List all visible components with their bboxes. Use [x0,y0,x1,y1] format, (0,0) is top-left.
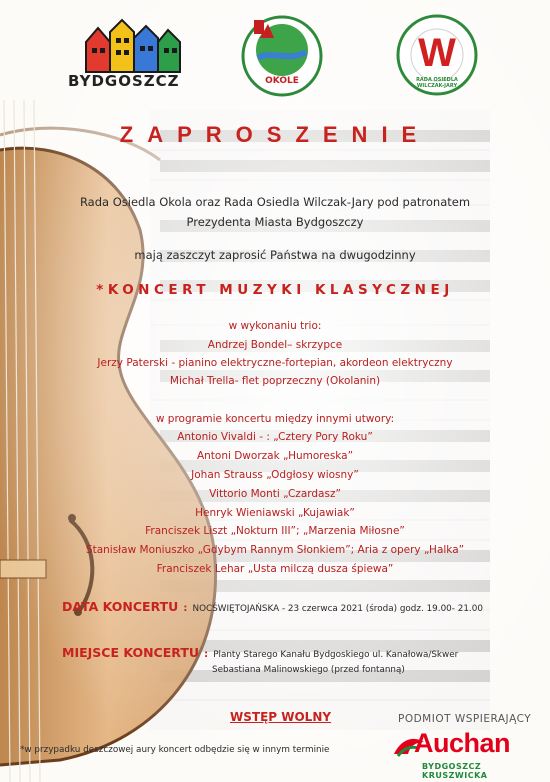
program-piece: Stanisław Moniuszko „Gdybym Rannym Słonkiem”; Aria z opery „Halka” [85,544,465,556]
program-piece: Antonio Vivaldi - : „Cztery Pory Roku” [177,431,373,443]
auchan-logo [392,728,542,778]
program-piece: Henryk Wieniawski „Kujawiak” [195,507,355,519]
program-piece: Vittorio Monti „Czardasz” [209,488,341,500]
houses-icon [62,16,190,76]
date-row [62,596,532,615]
concert-heading: *KONCERT MUZYKI KLASYCZNEJ [96,282,454,298]
invitation-line: mają zaszczyt zaprosić Państwa na dwugodzinny [134,248,416,262]
trio-member: Michał Trella- flet poprzeczny (Okolanin) [169,375,381,387]
patron-line: Prezydenta Miasta Bydgoszczy [186,215,364,229]
wilczak-logo-ring-text: RADA OSIEDLA WILCZAK-JARY [416,77,458,89]
sponsor-label: PODMIOT WSPIERAJĄCY [398,713,532,725]
trio-intro: w wykonaniu trio: [228,320,322,332]
wilczak-logo-letter: W [418,31,456,75]
place-separator: : [204,649,209,660]
auchan-logo-text: Auchan [414,728,511,758]
free-entry: WSTĘP WOLNY [230,710,332,724]
place-row [62,642,532,661]
page-title: ZAPROSZENIE [119,122,431,147]
trio-member: Jerzy Paterski - pianino elektryczne-fortepian, akordeon elektryczny [97,357,453,369]
place-line-1: Planty Starego Kanału Bydgoskiego ul. Kanałowa/Skwer [213,650,459,660]
rain-note: *w przypadku deszczowej aury koncert odbędzie się w innym terminie [20,745,330,755]
place-line-2: Sebastiana Malinowskiego (przed fontanną) [212,665,405,675]
organizers-line: Rada Osiedla Okola oraz Rada Osiedla Wilczak-Jary pod patronatem [79,195,471,209]
okole-logo [240,14,324,98]
date-label: DATA KONCERTU [62,599,179,614]
auchan-store-text: BYDGOSZCZ KRUSZWICKA [422,762,488,780]
program-piece: Franciszek Liszt „Nokturn III”; „Marzenia Miłosne” [145,525,405,537]
okole-logo-text: OKOLE [265,76,299,86]
program-intro: w programie koncertu między innymi utwory: [155,413,395,425]
program-piece: Johan Strauss „Odgłosy wiosny” [191,469,359,481]
program-piece: Antoni Dworzak „Humoreska” [196,450,354,462]
date-value: NOCŚWIĘTOJAŃSKA - 23 czerwca 2021 (środa) godz. 19.00- 21.00 [192,604,483,614]
program-piece: Franciszek Lehar „Usta milczą dusza śpiewa” [156,563,394,575]
wilczak-jary-logo [396,14,478,96]
date-separator: : [183,603,188,614]
trio-member: Andrzej Bondel– skrzypce [207,339,343,351]
place-label: MIEJSCE KONCERTU [62,645,200,660]
bydgoszcz-logo [62,16,190,92]
bydgoszcz-logo-text: BYDGOSZCZ [68,72,180,90]
